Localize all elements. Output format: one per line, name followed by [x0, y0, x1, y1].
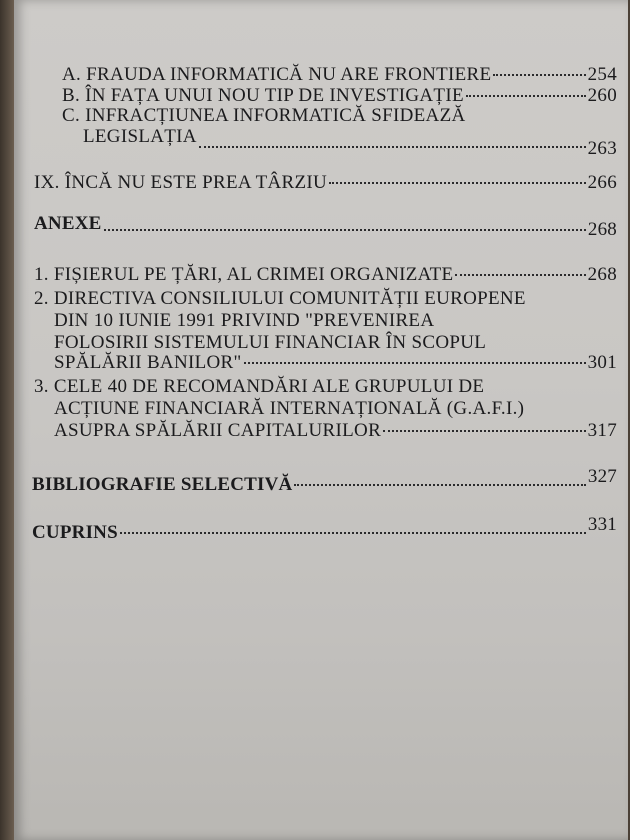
toc-anexe — [34, 213, 617, 240]
toc-annex-item-3 — [54, 420, 617, 442]
book-spine-shadow — [0, 0, 14, 840]
toc-page-number: 331 — [587, 514, 617, 535]
toc-page-number: 268 — [587, 219, 617, 240]
toc-annex-item-2-line1: 2. DIRECTIVA CONSILIULUI COMUNITĂȚII EUROPENE — [34, 288, 526, 309]
toc-page-number: 260 — [587, 85, 617, 106]
toc-entry-title: ANEXE — [34, 213, 102, 234]
toc-leader-dots — [294, 484, 585, 486]
toc-entry-title: IX. ÎNCĂ NU ESTE PREA TÂRZIU — [34, 172, 328, 193]
toc-leader-dots — [383, 430, 586, 432]
book-page — [14, 0, 628, 840]
toc-cuprins — [32, 514, 617, 543]
toc-annex-item-1 — [34, 264, 617, 286]
toc-page-number: 317 — [587, 420, 617, 441]
toc-entry-title: A. FRAUDA INFORMATICĂ NU ARE FRONTIERE — [62, 64, 492, 85]
toc-page-number: 254 — [587, 64, 617, 85]
toc-entry-title: LEGISLAȚIA — [83, 126, 197, 147]
toc-entry-title: ASUPRA SPĂLĂRII CAPITALURILOR — [54, 420, 382, 441]
toc-chapter-ix — [34, 172, 617, 194]
toc-leader-dots — [199, 146, 586, 148]
toc-leader-dots — [244, 362, 586, 364]
toc-leader-dots — [493, 74, 585, 76]
toc-entry-title: 1. FIȘIERUL PE ȚĂRI, AL CRIMEI ORGANIZATE — [34, 264, 454, 285]
toc-page-number: 268 — [587, 264, 617, 285]
toc-entry-title: CUPRINS — [32, 522, 118, 543]
toc-page-number: 266 — [587, 172, 617, 193]
toc-leader-dots — [104, 229, 586, 231]
toc-leader-dots — [120, 532, 586, 534]
toc-page-number: 301 — [587, 352, 617, 373]
toc-annex-item-3-line2: ACȚIUNE FINANCIARĂ INTERNAȚIONALĂ (G.A.F.I.) — [54, 398, 525, 419]
toc-entry-b — [62, 85, 617, 107]
toc-leader-dots — [329, 182, 586, 184]
toc-entry-a — [62, 64, 617, 86]
toc-entry-c — [83, 126, 617, 159]
toc-leader-dots — [466, 95, 586, 97]
toc-page-number: 327 — [587, 466, 617, 487]
toc-leader-dots — [455, 274, 585, 276]
toc-entry-title: BIBLIOGRAFIE SELECTIVĂ — [32, 474, 293, 495]
toc-page-number: 263 — [587, 138, 617, 159]
toc-annex-item-2-line2: DIN 10 IUNIE 1991 PRIVIND "PREVENIREA — [54, 310, 435, 331]
toc-annex-item-2-line3: FOLOSIRII SISTEMULUI FINANCIAR ÎN SCOPUL — [54, 332, 487, 353]
toc-entry-c-line1: C. INFRACȚIUNEA INFORMATICĂ SFIDEAZĂ — [62, 105, 466, 126]
toc-entry-title: B. ÎN FAȚA UNUI NOU TIP DE INVESTIGAȚIE — [62, 85, 464, 106]
toc-annex-item-3-line1: 3. CELE 40 DE RECOMANDĂRI ALE GRUPULUI DE — [34, 376, 485, 397]
toc-bibliografie — [32, 466, 617, 495]
toc-annex-item-2 — [54, 352, 617, 374]
toc-entry-title: SPĂLĂRII BANILOR" — [54, 352, 242, 373]
